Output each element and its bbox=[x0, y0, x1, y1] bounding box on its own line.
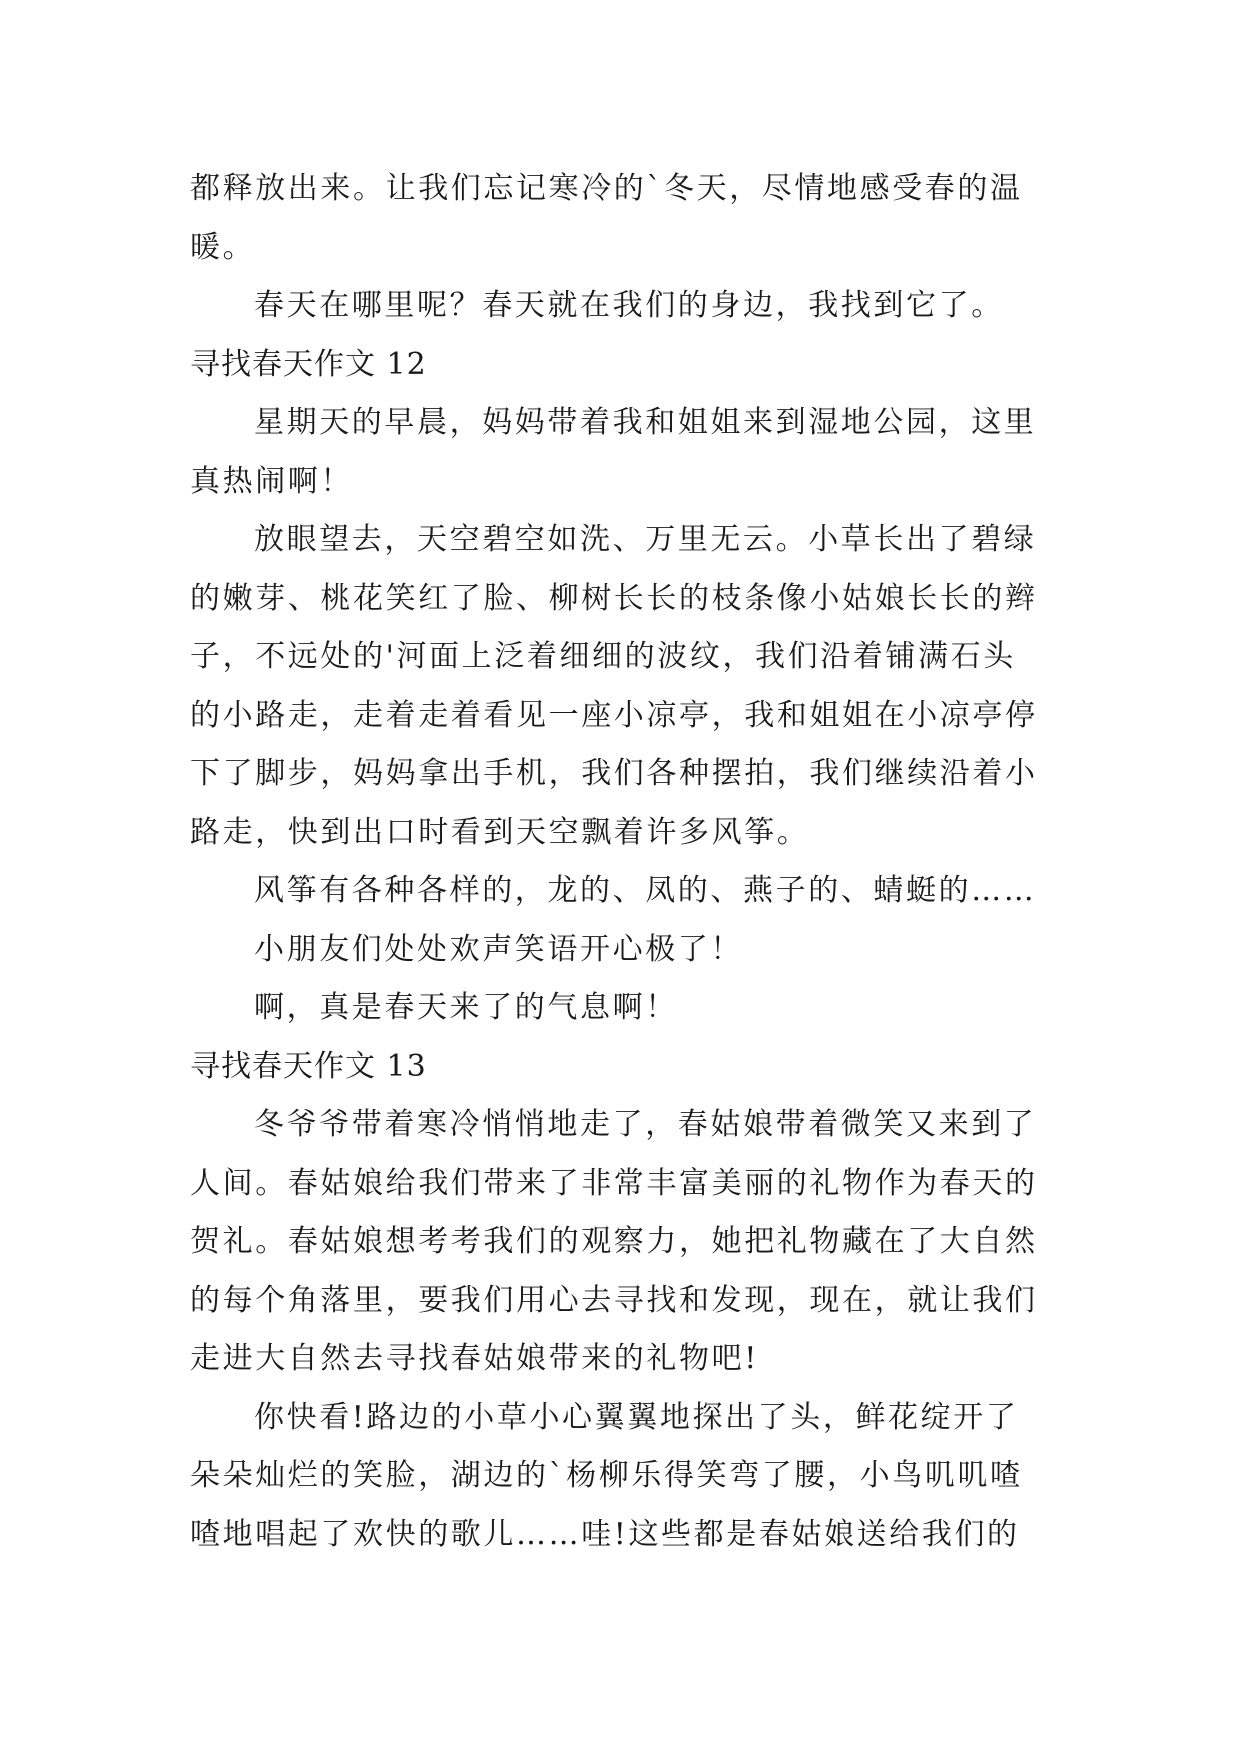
text-line: 贺礼。春姑娘想考考我们的观察力，她把礼物藏在了大自然 bbox=[190, 1224, 1038, 1259]
text-line: 风筝有各种各样的，龙的、凤的、燕子的、蜻蜓的…… bbox=[254, 873, 1037, 908]
text-line: 啊，真是春天来了的气息啊！ bbox=[254, 990, 678, 1025]
section-heading: 寻找春天作文 12 bbox=[190, 346, 427, 382]
text-line: 喳地唱起了欢快的歌儿……哇!这些都是春姑娘送给我们的 bbox=[190, 1516, 1020, 1552]
text-line: 子，不远处的'河面上泛着细细的波纹，我们沿着铺满石头 bbox=[190, 639, 1016, 674]
text-line: 人间。春姑娘给我们带来了非常丰富美丽的礼物作为春天的 bbox=[190, 1165, 1038, 1201]
text-line: 冬爷爷带着寒冷悄悄地走了，春姑娘带着微笑又来到了 bbox=[254, 1107, 1037, 1142]
text-line: 路走，快到出口时看到天空飘着许多风筝。 bbox=[190, 814, 810, 850]
document-page bbox=[190, 160, 1052, 1564]
section-heading: 寻找春天作文 13 bbox=[190, 1048, 427, 1084]
text-line: 都释放出来。让我们忘记寒冷的`冬天，尽情地感受春的温 bbox=[190, 171, 1023, 206]
text-line: 暖。 bbox=[190, 229, 256, 265]
text-line: 小朋友们处处欢声笑语开心极了！ bbox=[254, 931, 743, 967]
text-line: 的每个角落里，要我们用心去寻找和发现，现在，就让我们 bbox=[190, 1282, 1038, 1318]
text-line: 的小路走，走着走着看见一座小凉亭，我和姐姐在小凉亭停 bbox=[190, 697, 1038, 733]
text-line: 走进大自然去寻找春姑娘带来的礼物吧! bbox=[190, 1341, 759, 1376]
text-line: 下了脚步，妈妈拿出手机，我们各种摆拍，我们继续沿着小 bbox=[190, 756, 1038, 791]
text-line: 朵朵灿烂的笑脸，湖边的`杨柳乐得笑弯了腰，小鸟叽叽喳 bbox=[190, 1458, 1023, 1493]
text-line: 春天在哪里呢？春天就在我们的身边，我找到它了。 bbox=[254, 288, 1004, 323]
text-line: 的嫩芽、桃花笑红了脸、柳树长长的枝条像小姑娘长长的辫 bbox=[190, 580, 1038, 616]
text-line: 放眼望去，天空碧空如洗、万里无云。小草长出了碧绿 bbox=[254, 522, 1037, 557]
text-line: 你快看!路边的小草小心翼翼地探出了头，鲜花绽开了 bbox=[254, 1399, 1019, 1435]
text-line: 星期天的早晨，妈妈带着我和姐姐来到湿地公园，这里 bbox=[254, 405, 1037, 440]
text-line: 真热闹啊！ bbox=[190, 463, 353, 499]
